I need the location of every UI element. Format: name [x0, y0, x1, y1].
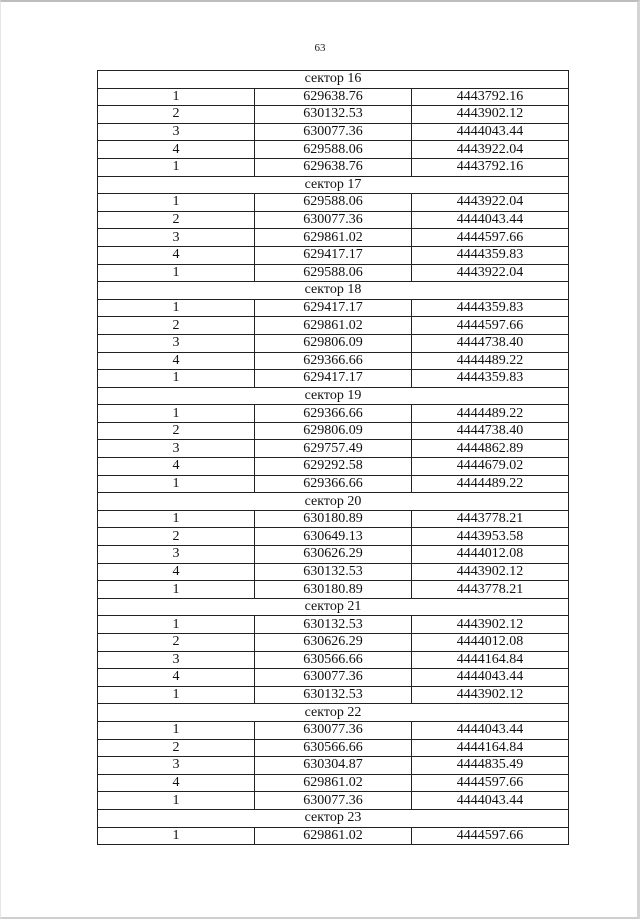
point-number: 1 — [98, 721, 255, 739]
table-row — [98, 827, 569, 845]
sector-title: сектор 21 — [98, 598, 569, 616]
table-row — [98, 634, 569, 652]
point-number: 1 — [98, 264, 255, 282]
point-number: 1 — [98, 158, 255, 176]
y-coordinate: 4444738.40 — [412, 334, 569, 352]
point-number: 2 — [98, 528, 255, 546]
point-number: 3 — [98, 546, 255, 564]
point-number: 3 — [98, 229, 255, 247]
x-coordinate: 629861.02 — [255, 827, 412, 845]
sector-header-row — [98, 387, 569, 405]
x-coordinate: 629861.02 — [255, 774, 412, 792]
y-coordinate: 4443922.04 — [412, 141, 569, 159]
x-coordinate: 629292.58 — [255, 458, 412, 476]
table-row — [98, 88, 569, 106]
y-coordinate: 4443792.16 — [412, 88, 569, 106]
y-coordinate: 4443778.21 — [412, 581, 569, 599]
y-coordinate: 4444489.22 — [412, 405, 569, 423]
y-coordinate: 4444043.44 — [412, 792, 569, 810]
x-coordinate: 630077.36 — [255, 211, 412, 229]
table-row — [98, 440, 569, 458]
point-number: 4 — [98, 774, 255, 792]
table-row — [98, 229, 569, 247]
point-number: 1 — [98, 475, 255, 493]
page-number: 63 — [314, 42, 326, 54]
point-number: 1 — [98, 616, 255, 634]
sector-header-row — [98, 282, 569, 300]
x-coordinate: 629638.76 — [255, 158, 412, 176]
table-row — [98, 651, 569, 669]
x-coordinate: 629638.76 — [255, 88, 412, 106]
sector-title: сектор 20 — [98, 493, 569, 511]
table-row — [98, 458, 569, 476]
y-coordinate: 4444043.44 — [412, 721, 569, 739]
table-row — [98, 721, 569, 739]
point-number: 2 — [98, 739, 255, 757]
sector-header-row — [98, 493, 569, 511]
point-number: 4 — [98, 669, 255, 687]
table-row — [98, 581, 569, 599]
point-number: 3 — [98, 123, 255, 141]
table-row — [98, 669, 569, 687]
x-coordinate: 629588.06 — [255, 194, 412, 212]
point-number: 2 — [98, 106, 255, 124]
sector-header-row — [98, 809, 569, 827]
y-coordinate: 4444862.89 — [412, 440, 569, 458]
x-coordinate: 629588.06 — [255, 141, 412, 159]
y-coordinate: 4444164.84 — [412, 651, 569, 669]
point-number: 1 — [98, 686, 255, 704]
y-coordinate: 4443902.12 — [412, 616, 569, 634]
x-coordinate: 629757.49 — [255, 440, 412, 458]
x-coordinate: 630649.13 — [255, 528, 412, 546]
table-row — [98, 334, 569, 352]
x-coordinate: 630132.53 — [255, 686, 412, 704]
point-number: 1 — [98, 370, 255, 388]
y-coordinate: 4444043.44 — [412, 123, 569, 141]
x-coordinate: 630132.53 — [255, 563, 412, 581]
point-number: 2 — [98, 317, 255, 335]
table-row — [98, 616, 569, 634]
x-coordinate: 630180.89 — [255, 510, 412, 528]
y-coordinate: 4443792.16 — [412, 158, 569, 176]
table-row — [98, 123, 569, 141]
x-coordinate: 630132.53 — [255, 616, 412, 634]
y-coordinate: 4444012.08 — [412, 634, 569, 652]
y-coordinate: 4444597.66 — [412, 827, 569, 845]
table-row — [98, 475, 569, 493]
y-coordinate: 4444012.08 — [412, 546, 569, 564]
y-coordinate: 4444489.22 — [412, 475, 569, 493]
x-coordinate: 629861.02 — [255, 229, 412, 247]
y-coordinate: 4444489.22 — [412, 352, 569, 370]
sector-header-row — [98, 71, 569, 89]
point-number: 1 — [98, 88, 255, 106]
sector-title: сектор 23 — [98, 809, 569, 827]
point-number: 2 — [98, 422, 255, 440]
table-row — [98, 317, 569, 335]
x-coordinate: 630566.66 — [255, 651, 412, 669]
sector-title: сектор 18 — [98, 282, 569, 300]
point-number: 3 — [98, 334, 255, 352]
table-row — [98, 141, 569, 159]
y-coordinate: 4443902.12 — [412, 106, 569, 124]
y-coordinate: 4443922.04 — [412, 264, 569, 282]
table-row — [98, 510, 569, 528]
table-row — [98, 686, 569, 704]
y-coordinate: 4444043.44 — [412, 211, 569, 229]
y-coordinate: 4444043.44 — [412, 669, 569, 687]
x-coordinate: 630077.36 — [255, 123, 412, 141]
point-number: 1 — [98, 510, 255, 528]
table-row — [98, 405, 569, 423]
point-number: 4 — [98, 246, 255, 264]
point-number: 1 — [98, 299, 255, 317]
point-number: 1 — [98, 194, 255, 212]
coordinates-table — [97, 70, 569, 845]
x-coordinate: 630077.36 — [255, 669, 412, 687]
y-coordinate: 4443778.21 — [412, 510, 569, 528]
table-row — [98, 370, 569, 388]
x-coordinate: 629806.09 — [255, 422, 412, 440]
y-coordinate: 4443922.04 — [412, 194, 569, 212]
point-number: 2 — [98, 634, 255, 652]
table-row — [98, 158, 569, 176]
x-coordinate: 629806.09 — [255, 334, 412, 352]
y-coordinate: 4444597.66 — [412, 229, 569, 247]
table-row — [98, 246, 569, 264]
y-coordinate: 4444359.83 — [412, 370, 569, 388]
sector-title: сектор 16 — [98, 71, 569, 89]
x-coordinate: 630132.53 — [255, 106, 412, 124]
x-coordinate: 630304.87 — [255, 757, 412, 775]
x-coordinate: 629366.66 — [255, 352, 412, 370]
x-coordinate: 630180.89 — [255, 581, 412, 599]
table-row — [98, 546, 569, 564]
y-coordinate: 4444738.40 — [412, 422, 569, 440]
y-coordinate: 4444597.66 — [412, 317, 569, 335]
x-coordinate: 630077.36 — [255, 792, 412, 810]
sector-header-row — [98, 176, 569, 194]
point-number: 3 — [98, 651, 255, 669]
table-row — [98, 299, 569, 317]
table-row — [98, 264, 569, 282]
point-number: 3 — [98, 440, 255, 458]
x-coordinate: 629366.66 — [255, 475, 412, 493]
y-coordinate: 4443953.58 — [412, 528, 569, 546]
x-coordinate: 630077.36 — [255, 721, 412, 739]
y-coordinate: 4443902.12 — [412, 686, 569, 704]
x-coordinate: 629366.66 — [255, 405, 412, 423]
point-number: 1 — [98, 792, 255, 810]
x-coordinate: 629417.17 — [255, 370, 412, 388]
y-coordinate: 4444359.83 — [412, 299, 569, 317]
point-number: 3 — [98, 757, 255, 775]
point-number: 2 — [98, 211, 255, 229]
y-coordinate: 4444164.84 — [412, 739, 569, 757]
x-coordinate: 630566.66 — [255, 739, 412, 757]
table-row — [98, 757, 569, 775]
coordinates-table-body — [98, 71, 569, 845]
table-row — [98, 792, 569, 810]
x-coordinate: 630626.29 — [255, 546, 412, 564]
point-number: 4 — [98, 352, 255, 370]
point-number: 4 — [98, 458, 255, 476]
y-coordinate: 4443902.12 — [412, 563, 569, 581]
table-row — [98, 352, 569, 370]
table-row — [98, 194, 569, 212]
y-coordinate: 4444835.49 — [412, 757, 569, 775]
y-coordinate: 4444597.66 — [412, 774, 569, 792]
x-coordinate: 629417.17 — [255, 299, 412, 317]
y-coordinate: 4444359.83 — [412, 246, 569, 264]
sector-title: сектор 22 — [98, 704, 569, 722]
point-number: 1 — [98, 827, 255, 845]
table-row — [98, 739, 569, 757]
x-coordinate: 629861.02 — [255, 317, 412, 335]
point-number: 4 — [98, 141, 255, 159]
x-coordinate: 630626.29 — [255, 634, 412, 652]
point-number: 1 — [98, 581, 255, 599]
sector-title: сектор 19 — [98, 387, 569, 405]
table-row — [98, 774, 569, 792]
table-row — [98, 211, 569, 229]
point-number: 1 — [98, 405, 255, 423]
table-row — [98, 106, 569, 124]
x-coordinate: 629417.17 — [255, 246, 412, 264]
sector-header-row — [98, 598, 569, 616]
point-number: 4 — [98, 563, 255, 581]
sector-header-row — [98, 704, 569, 722]
x-coordinate: 629588.06 — [255, 264, 412, 282]
table-row — [98, 563, 569, 581]
sector-title: сектор 17 — [98, 176, 569, 194]
y-coordinate: 4444679.02 — [412, 458, 569, 476]
table-row — [98, 528, 569, 546]
table-row — [98, 422, 569, 440]
